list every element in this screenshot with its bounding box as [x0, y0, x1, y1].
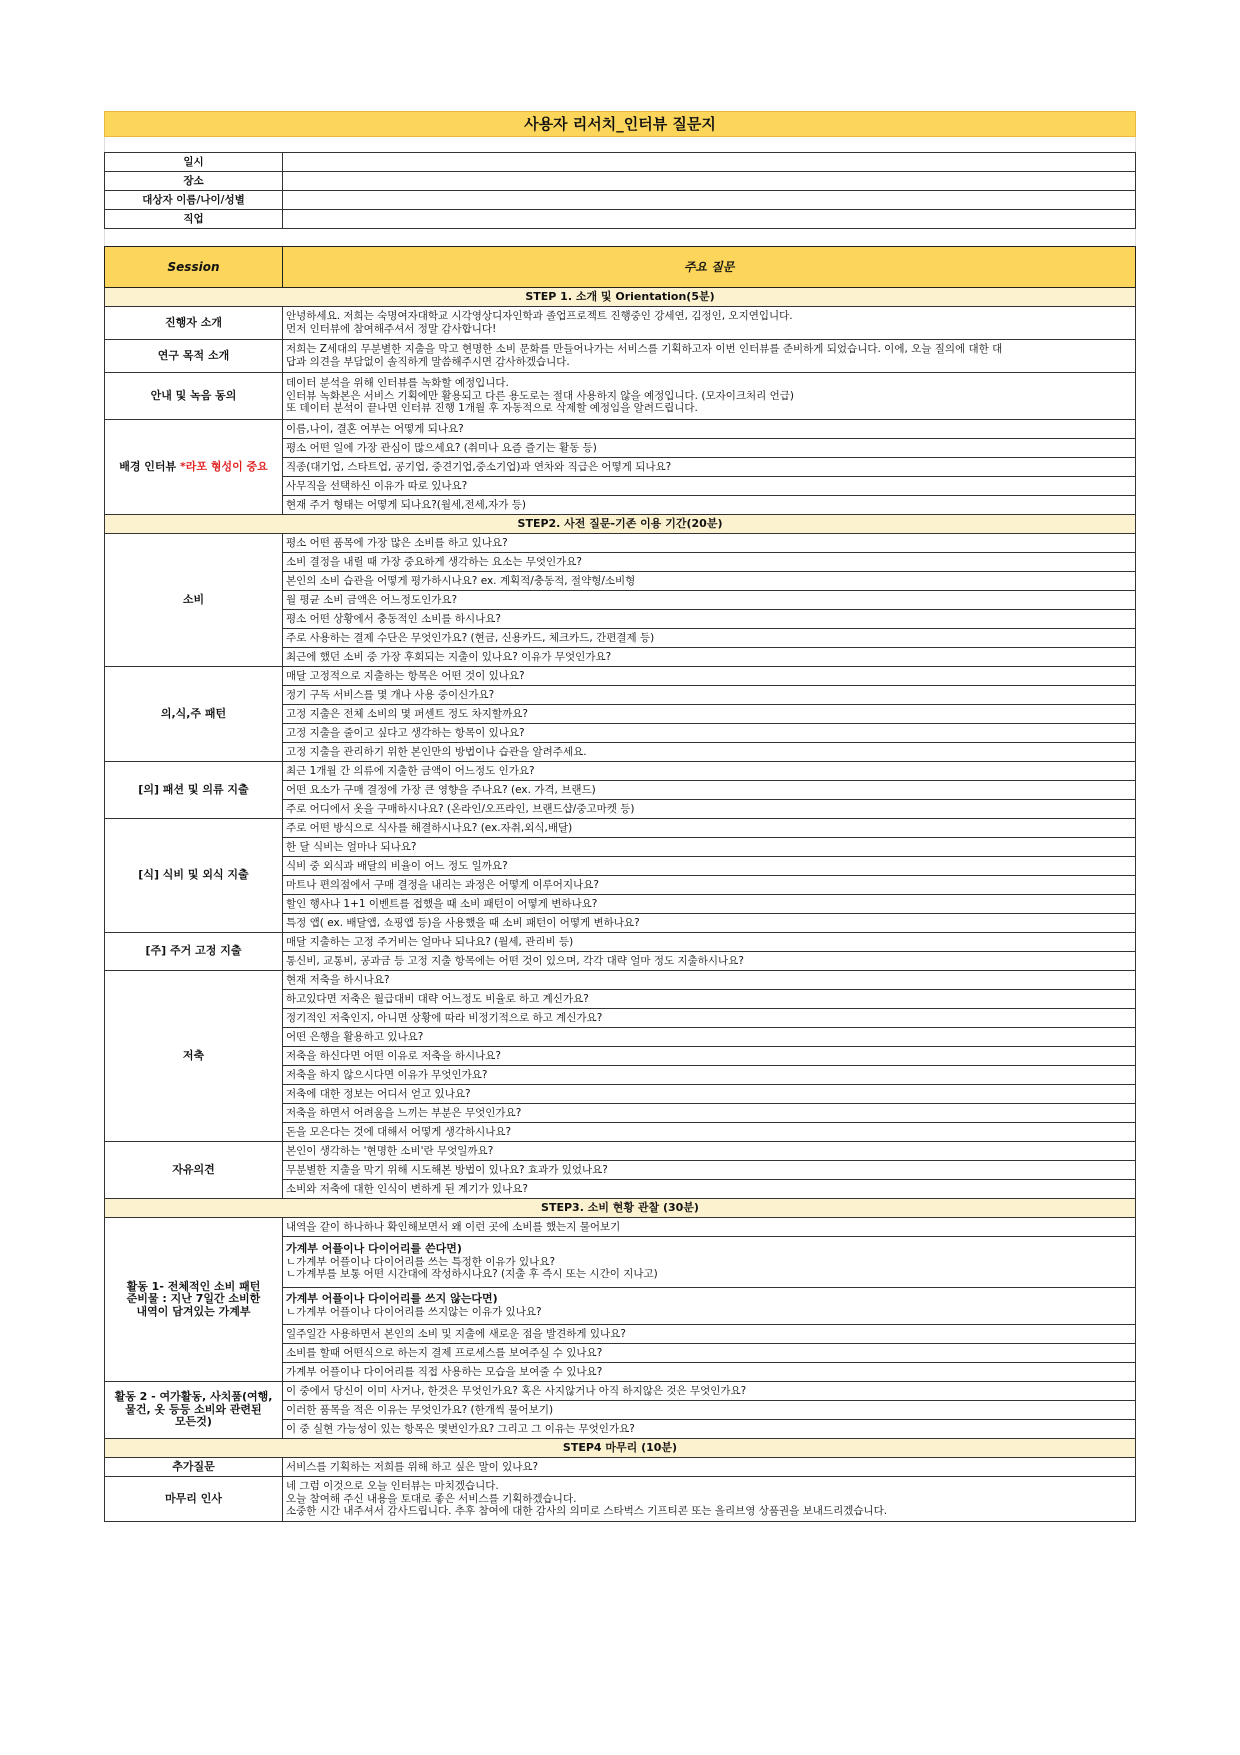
question-cell: 저축을 하지 않으시다면 이유가 무엇인가요? — [283, 1066, 1136, 1085]
question-line: ㄴ가계부를 보통 어떤 시간대에 작성하시나요? (지출 후 즉시 또는 시간이 지나고) — [286, 1268, 658, 1281]
spacer — [104, 229, 1136, 246]
question-cell — [283, 1237, 1136, 1288]
question-line: 먼저 인터뷰에 참여해주셔서 정말 감사합니다! — [286, 323, 497, 335]
question-cell: 저축에 대한 정보는 어디서 얻고 있나요? — [283, 1085, 1136, 1104]
question-cell: 현재 저축을 하시나요? — [283, 971, 1136, 990]
question-cell: 주로 어떤 방식으로 식사를 해결하시나요? (ex.자취,외식,배달) — [283, 819, 1136, 838]
question-line: 저희는 Z세대의 무분별한 지출을 막고 현명한 소비 문화를 만들어나가는 서비스를 기획하고자 이번 인터뷰를 준비하게 되었습니다. 이에, 오늘 질의에 대한 대 — [286, 343, 1003, 356]
question-line: 소중한 시간 내주셔서 감사드립니다. 추후 참여에 대한 감사의 의미로 스타벅스 기프티콘 또는 올리브영 상품권을 보내드리겠습니다. — [286, 1505, 888, 1518]
step4-title: STEP4 마무리 (10분) — [105, 1439, 1136, 1458]
question-cell: 월 평균 소비 금액은 어느정도인가요? — [283, 591, 1136, 610]
session-intro: 진행자 소개 — [105, 307, 283, 340]
question-cell: 저축을 하면서 어려움을 느끼는 부분은 무엇인가요? — [283, 1104, 1136, 1123]
step1-title: STEP 1. 소개 및 Orientation(5분) — [105, 288, 1136, 307]
question-cell: 특정 앱( ex. 배달앱, 쇼핑앱 등)을 사용했을 때 소비 패턴이 어떻게 변하나요? — [283, 914, 1136, 933]
question-cell: 평소 어떤 일에 가장 관심이 많으세요? (취미나 요즘 즐기는 활동 등) — [283, 439, 1136, 458]
question-line: 데이터 분석을 위해 인터뷰를 녹화할 예정입니다. — [286, 377, 509, 390]
spacer — [104, 137, 1136, 152]
table-row — [105, 1477, 1136, 1522]
header-question: 주요 질문 — [283, 247, 1136, 288]
step2-title: STEP2. 사전 질문-기존 이용 기간(20분) — [105, 515, 1136, 534]
question-cell: 본인이 생각하는 '현명한 소비'란 무엇일까요? — [283, 1142, 1136, 1161]
table-row — [105, 1382, 1136, 1401]
question-line: 답과 의견을 부담없이 솔직하게 말씀해주시면 감사하겠습니다. — [286, 356, 570, 368]
info-label-date: 일시 — [105, 153, 283, 172]
table-row — [105, 1218, 1136, 1237]
table-row — [105, 307, 1136, 340]
question-line: 오늘 참여해 주신 내용을 토대로 좋은 서비스를 기획하겠습니다. — [286, 1492, 577, 1505]
question-cell: 고정 지출을 줄이고 싶다고 생각하는 항목이 있나요? — [283, 724, 1136, 743]
session-background-label: 배경 인터뷰 — [119, 459, 177, 473]
question-line: ㄴ가계부 어플이나 다이어리를 쓰지않는 이유가 있나요? — [286, 1306, 542, 1318]
question-cell: 고정 지출은 전체 소비의 몇 퍼센트 정도 차지할까요? — [283, 705, 1136, 724]
info-label-subject: 대상자 이름/나이/성별 — [105, 191, 283, 210]
question-cell: 하고있다면 저축은 월급대비 대략 어느정도 비율로 하고 계신가요? — [283, 990, 1136, 1009]
question-cell: 소비를 할때 어떤식으로 하는지 결제 프로세스를 보여주실 수 있나요? — [283, 1344, 1136, 1363]
step-row — [105, 1199, 1136, 1218]
table-row — [105, 819, 1136, 838]
session-fashion: [의] 패션 및 의류 지출 — [105, 762, 283, 819]
question-line: ㄴ가계부 어플이나 다이어리를 쓰는 특정한 이유가 있나요? — [286, 1255, 556, 1268]
question-cell: 이 중 실현 가능성이 있는 항목은 몇번인가요? 그리고 그 이유는 무엇인가요? — [283, 1420, 1136, 1439]
question-subhead: 가계부 어플이나 다이어리를 쓴다면) — [286, 1242, 462, 1256]
question-cell: 직종(대기업, 스타트업, 공기업, 중견기업,중소기업)과 연차와 직급은 어떻게 되나요? — [283, 458, 1136, 477]
question-cell: 마트나 편의점에서 구매 결정을 내리는 과정은 어떻게 이루어지나요? — [283, 876, 1136, 895]
session-consumption: 소비 — [105, 534, 283, 667]
question-cell: 내역을 같이 하나하나 확인해보면서 왜 이런 곳에 소비를 했는지 물어보기 — [283, 1218, 1136, 1237]
step-row — [105, 288, 1136, 307]
session-activity-2: 활동 2 - 여가활동, 사치품(여행, 물건, 옷 등등 소비와 관련된 모든것) — [105, 1382, 283, 1439]
question-line: 네 그럼 이것으로 오늘 인터뷰는 마치겠습니다. — [286, 1480, 499, 1493]
session-purpose: 연구 목적 소개 — [105, 340, 283, 373]
question-cell: 저축을 하신다면 어떤 이유로 저축을 하시나요? — [283, 1047, 1136, 1066]
question-cell: 한 달 식비는 얼마나 되나요? — [283, 838, 1136, 857]
session-free-opinion: 자유의견 — [105, 1142, 283, 1199]
info-row — [105, 191, 1136, 210]
question-cell: 주로 어디에서 옷을 구매하시나요? (온라인/오프라인, 브랜드샵/중고마켓 등) — [283, 800, 1136, 819]
table-row — [105, 1142, 1136, 1161]
table-header — [105, 247, 1136, 288]
question-line: 또 데이터 분석이 끝나면 인터뷰 진행 1개월 후 자동적으로 삭제할 예정임을 알려드립니다. — [286, 402, 698, 415]
rapport-note: *라포 형성이 중요 — [180, 459, 268, 473]
table-row — [105, 340, 1136, 373]
info-table — [104, 152, 1136, 229]
question-line: 인터뷰 녹화본은 서비스 기획에만 활용되고 다른 용도로는 절대 사용하지 않을 예정입니다. (모자이크처리 언급) — [286, 389, 795, 402]
question-subhead: 가계부 어플이나 다이어리를 쓰지 않는다면) — [286, 1292, 498, 1306]
table-row — [105, 667, 1136, 686]
session-living-pattern: 의,식,주 패턴 — [105, 667, 283, 762]
question-cell: 서비스를 기획하는 저희를 위해 하고 싶은 말이 있나요? — [283, 1458, 1136, 1477]
question-cell: 이름,나이, 결혼 여부는 어떻게 되나요? — [283, 420, 1136, 439]
question-cell — [283, 340, 1136, 373]
step3-title: STEP3. 소비 현황 관찰 (30분) — [105, 1199, 1136, 1218]
question-cell — [283, 1288, 1136, 1325]
info-value-date[interactable] — [283, 153, 1136, 172]
table-row — [105, 1458, 1136, 1477]
question-cell: 어떤 은행을 활용하고 있나요? — [283, 1028, 1136, 1047]
question-cell: 식비 중 외식과 배달의 비율이 어느 정도 일까요? — [283, 857, 1136, 876]
session-housing: [주] 주거 고정 지출 — [105, 933, 283, 971]
table-row — [105, 420, 1136, 439]
question-cell: 무분별한 지출을 막기 위해 시도해본 방법이 있나요? 효과가 있었나요? — [283, 1161, 1136, 1180]
question-cell: 본인의 소비 습관을 어떻게 평가하시나요? ex. 계획적/충동적, 절약형/소비형 — [283, 572, 1136, 591]
question-cell: 평소 어떤 상황에서 충동적인 소비를 하시나요? — [283, 610, 1136, 629]
question-cell: 이러한 품목을 적은 이유는 무엇인가요? (한개씩 물어보기) — [283, 1401, 1136, 1420]
question-cell: 최근에 했던 소비 중 가장 후회되는 지출이 있나요? 이유가 무엇인가요? — [283, 648, 1136, 667]
question-cell: 주로 사용하는 결제 수단은 무엇인가요? (현금, 신용카드, 체크카드, 간편결제 등) — [283, 629, 1136, 648]
table-row — [105, 971, 1136, 990]
table-row — [105, 373, 1136, 420]
step-row — [105, 1439, 1136, 1458]
question-cell: 일주일간 사용하면서 본인의 소비 및 지출에 새로운 점을 발견하게 있나요? — [283, 1325, 1136, 1344]
session-consent: 안내 및 녹음 동의 — [105, 373, 283, 420]
document-title: 사용자 리서치_인터뷰 질문지 — [104, 111, 1136, 137]
session-extra-question: 추가질문 — [105, 1458, 283, 1477]
info-row — [105, 172, 1136, 191]
session-background — [105, 420, 283, 515]
question-cell: 현재 주거 형태는 어떻게 되나요?(월세,전세,자가 등) — [283, 496, 1136, 515]
question-line: 안녕하세요. 저희는 숙명여자대학교 시각영상디자인학과 졸업프로젝트 진행중인 강세연, 김정인, 오지연입니다. — [286, 310, 793, 323]
question-cell: 매달 고정적으로 지출하는 항목은 어떤 것이 있나요? — [283, 667, 1136, 686]
question-cell: 소비 결정을 내릴 때 가장 중요하게 생각하는 요소는 무엇인가요? — [283, 553, 1136, 572]
question-cell: 최근 1개월 간 의류에 지출한 금액이 어느정도 인가요? — [283, 762, 1136, 781]
info-value-subject[interactable] — [283, 191, 1136, 210]
session-activity-1: 활동 1- 전체적인 소비 패턴 준비물 : 지난 7일간 소비한 내역이 담겨있는 가계부 — [105, 1218, 283, 1382]
question-cell: 정기 구독 서비스를 몇 개나 사용 중이신가요? — [283, 686, 1136, 705]
info-row — [105, 210, 1136, 229]
question-cell: 소비와 저축에 대한 인식이 변하게 된 계기가 있나요? — [283, 1180, 1136, 1199]
header-session: Session — [105, 247, 283, 288]
question-cell — [283, 1477, 1136, 1522]
question-cell: 가계부 어플이나 다이어리를 직접 사용하는 모습을 보여줄 수 있나요? — [283, 1363, 1136, 1382]
info-label-job: 직업 — [105, 210, 283, 229]
step-row — [105, 515, 1136, 534]
info-value-job[interactable] — [283, 210, 1136, 229]
table-row — [105, 762, 1136, 781]
question-cell: 정기적인 저축인지, 아니면 상황에 따라 비정기적으로 하고 계신가요? — [283, 1009, 1136, 1028]
question-cell: 돈을 모은다는 것에 대해서 어떻게 생각하시나요? — [283, 1123, 1136, 1142]
info-value-place[interactable] — [283, 172, 1136, 191]
info-label-place: 장소 — [105, 172, 283, 191]
interview-sheet — [104, 111, 1136, 1522]
question-cell: 통신비, 교통비, 공과금 등 고정 지출 항목에는 어떤 것이 있으며, 각각 대략 얼마 정도 지출하시나요? — [283, 952, 1136, 971]
question-cell: 사무직을 선택하신 이유가 따로 있나요? — [283, 477, 1136, 496]
session-closing: 마무리 인사 — [105, 1477, 283, 1522]
question-cell — [283, 373, 1136, 420]
session-food: [식] 식비 및 외식 지출 — [105, 819, 283, 933]
question-table — [104, 246, 1136, 1522]
question-cell: 이 중에서 당신이 이미 사거나, 한것은 무엇인가요? 혹은 사지않거나 아직 하지않은 것은 무엇인가요? — [283, 1382, 1136, 1401]
table-row — [105, 933, 1136, 952]
question-cell: 매달 지출하는 고정 주거비는 얼마나 되나요? (월세, 관리비 등) — [283, 933, 1136, 952]
question-cell — [283, 307, 1136, 340]
question-cell: 할인 행사나 1+1 이벤트를 접했을 때 소비 패턴이 어떻게 변하나요? — [283, 895, 1136, 914]
table-row — [105, 534, 1136, 553]
info-row — [105, 153, 1136, 172]
session-savings: 저축 — [105, 971, 283, 1142]
question-cell: 어떤 요소가 구매 결정에 가장 큰 영향을 주나요? (ex. 가격, 브랜드) — [283, 781, 1136, 800]
question-cell: 평소 어떤 품목에 가장 많은 소비를 하고 있나요? — [283, 534, 1136, 553]
question-cell: 고정 지출을 관리하기 위한 본인만의 방법이나 습관을 알려주세요. — [283, 743, 1136, 762]
